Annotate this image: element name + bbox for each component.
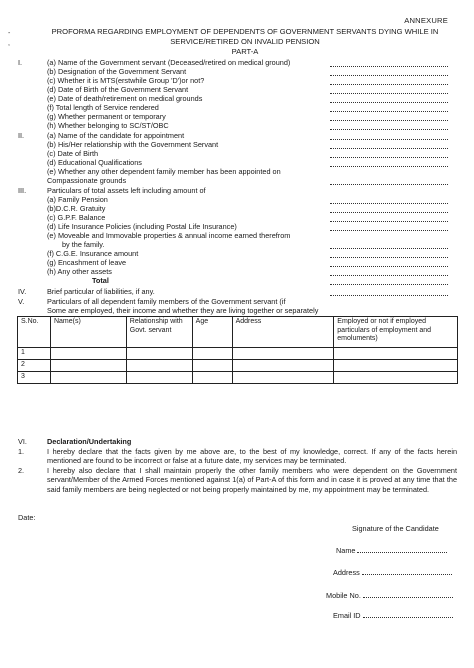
fill-line[interactable] bbox=[330, 139, 448, 140]
cell-relationship[interactable] bbox=[126, 372, 192, 384]
s3-item-c: (c) G.P.F. Balance bbox=[47, 213, 106, 222]
mobile-field[interactable] bbox=[326, 591, 453, 600]
fill-line[interactable] bbox=[330, 66, 448, 67]
s5-line-2: Some are employed, their income and whether they are living together or separately bbox=[47, 306, 319, 315]
section-4-number: IV. bbox=[18, 287, 27, 296]
cell-relationship[interactable] bbox=[126, 348, 192, 360]
cell-name[interactable] bbox=[50, 348, 126, 360]
mobile-line[interactable] bbox=[363, 597, 453, 598]
s2-item-e-cont: Compassionate grounds bbox=[47, 176, 127, 185]
s3-item-a: (a) Family Pension bbox=[47, 195, 108, 204]
section-2-number: II. bbox=[18, 131, 25, 140]
address-line[interactable] bbox=[362, 574, 452, 575]
col-names: Name(s) bbox=[50, 317, 126, 348]
cell-name[interactable] bbox=[50, 372, 126, 384]
title-line-2: SERVICE/RETIRED ON INVALID PENSION bbox=[170, 37, 320, 46]
s3-item-d: (d) Life Insurance Policies (including Postal Life Insurance) bbox=[47, 222, 237, 231]
fill-line[interactable] bbox=[330, 295, 448, 296]
part-label: PART-A bbox=[231, 47, 259, 56]
table-header-row bbox=[18, 317, 458, 348]
section-1-number: I. bbox=[18, 58, 23, 67]
section-6-number: VI. bbox=[18, 437, 27, 446]
declaration-1-text: I hereby declare that the facts given by me above are, to the best of my knowledge, correct. If any of the facts herein mentioned are found to be incorrect or false at a future date, my services may be terminated. bbox=[47, 447, 457, 466]
declaration-heading: Declaration/Undertaking bbox=[47, 437, 132, 446]
cell-employment[interactable] bbox=[334, 360, 458, 372]
cell-age[interactable] bbox=[192, 372, 232, 384]
s1-item-e: (e) Date of death/retirement on medical grounds bbox=[47, 94, 203, 103]
address-field[interactable] bbox=[333, 568, 452, 577]
email-line[interactable] bbox=[363, 617, 453, 618]
table-row bbox=[18, 348, 458, 360]
fill-line[interactable] bbox=[330, 93, 448, 94]
section-5-number: V. bbox=[18, 297, 25, 306]
fill-line[interactable] bbox=[330, 203, 448, 204]
declaration-2-number: 2. bbox=[18, 466, 25, 475]
s3-item-e-cont: by the family. bbox=[62, 240, 105, 249]
s3-total: Total bbox=[92, 276, 109, 285]
col-employment: Employed or not if employed particulars of employment and emoluments) bbox=[334, 317, 458, 348]
fill-line[interactable] bbox=[330, 221, 448, 222]
s5-line-1: Particulars of all dependent family members of the Government servant (if bbox=[47, 297, 286, 306]
s1-item-f: (f) Total length of Service rendered bbox=[47, 103, 159, 112]
cell-employment[interactable] bbox=[334, 372, 458, 384]
s2-item-c: (c) Date of Birth bbox=[47, 149, 99, 158]
fill-line[interactable] bbox=[330, 248, 448, 249]
s1-item-h: (h) Whether belonging to SC/ST/OBC bbox=[47, 121, 169, 130]
cell-sno: 1 bbox=[18, 348, 51, 360]
fill-line[interactable] bbox=[330, 275, 448, 276]
cell-address[interactable] bbox=[232, 360, 334, 372]
table-row bbox=[18, 372, 458, 384]
fill-line[interactable] bbox=[330, 111, 448, 112]
annexure-label: ANNEXURE bbox=[404, 16, 448, 25]
fill-line[interactable] bbox=[330, 84, 448, 85]
signature-label: Signature of the Candidate bbox=[352, 524, 439, 533]
s2-item-a: (a) Name of the candidate for appointment bbox=[47, 131, 185, 140]
scan-mark: - bbox=[8, 30, 11, 37]
s3-item-f: (f) C.G.E. Insurance amount bbox=[47, 249, 139, 258]
col-age: Age bbox=[192, 317, 232, 348]
declaration-2-text: I hereby also declare that I shall maintain properly the other family members who were dependent on the Government servant/Member of the Armed Forces mentioned against 1(a) of Part-A of this form and in case it is proved at any time that the said family members are being neglected or not being properly maintained by me, my appointment may be terminated. bbox=[47, 466, 457, 494]
cell-relationship[interactable] bbox=[126, 360, 192, 372]
fill-line[interactable] bbox=[330, 129, 448, 130]
cell-age[interactable] bbox=[192, 348, 232, 360]
fill-line[interactable] bbox=[330, 120, 448, 121]
cell-sno: 3 bbox=[18, 372, 51, 384]
s1-item-c: (c) Whether it is MTS(erstwhile Group 'D')or not? bbox=[47, 76, 205, 85]
section-3-number: III. bbox=[18, 186, 27, 195]
family-members-table bbox=[17, 316, 458, 384]
cell-employment[interactable] bbox=[334, 348, 458, 360]
s3-item-h: (h) Any other assets bbox=[47, 267, 112, 276]
fill-line[interactable] bbox=[330, 102, 448, 103]
s3-item-g: (g) Encashment of leave bbox=[47, 258, 127, 267]
cell-age[interactable] bbox=[192, 360, 232, 372]
col-address: Address bbox=[232, 317, 334, 348]
s4-text: Brief particular of liabilities, if any. bbox=[47, 287, 155, 296]
s2-item-d: (d) Educational Qualifications bbox=[47, 158, 142, 167]
scan-mark: , bbox=[8, 40, 10, 47]
email-field[interactable] bbox=[333, 611, 453, 620]
fill-line[interactable] bbox=[330, 266, 448, 267]
fill-line[interactable] bbox=[330, 212, 448, 213]
address-label: Address bbox=[333, 568, 360, 577]
cell-name[interactable] bbox=[50, 360, 126, 372]
fill-line[interactable] bbox=[330, 148, 448, 149]
name-label: Name bbox=[336, 546, 356, 555]
fill-line[interactable] bbox=[330, 166, 448, 167]
s1-item-g: (g) Whether permanent or temporary bbox=[47, 112, 166, 121]
email-label: Email ID bbox=[333, 611, 361, 620]
fill-line[interactable] bbox=[330, 184, 448, 185]
mobile-label: Mobile No. bbox=[326, 591, 361, 600]
cell-address[interactable] bbox=[232, 348, 334, 360]
declaration-1-number: 1. bbox=[18, 447, 25, 456]
name-field[interactable] bbox=[336, 546, 447, 555]
name-line[interactable] bbox=[357, 552, 447, 553]
cell-sno: 2 bbox=[18, 360, 51, 372]
fill-line[interactable] bbox=[330, 284, 448, 285]
fill-line[interactable] bbox=[330, 75, 448, 76]
s3-item-b: (b)D.C.R. Gratuity bbox=[47, 204, 106, 213]
s1-item-d: (d) Date of Birth of the Government Servant bbox=[47, 85, 189, 94]
col-sno: S.No. bbox=[18, 317, 51, 348]
s2-item-e: (e) Whether any other dependent family member has been appointed on bbox=[47, 167, 281, 176]
s3-item-e: (e) Moveable and Immovable properties & annual income earned therefrom bbox=[47, 231, 291, 240]
fill-line[interactable] bbox=[330, 157, 448, 158]
cell-address[interactable] bbox=[232, 372, 334, 384]
col-relationship: Relationship with Govt. servant bbox=[126, 317, 192, 348]
s1-item-b: (b) Designation of the Government Servant bbox=[47, 67, 187, 76]
s2-item-b: (b) His/Her relationship with the Government Servant bbox=[47, 140, 219, 149]
fill-line[interactable] bbox=[330, 230, 448, 231]
title-line-1: PROFORMA REGARDING EMPLOYMENT OF DEPENDENTS OF GOVERNMENT SERVANTS DYING WHILE IN bbox=[51, 27, 439, 36]
s3-intro: Particulars of total assets left including amount of bbox=[47, 186, 206, 195]
date-label: Date: bbox=[18, 513, 36, 522]
s1-item-a: (a) Name of the Government servant (Deceased/retired on medical ground) bbox=[47, 58, 291, 67]
table-row bbox=[18, 360, 458, 372]
fill-line[interactable] bbox=[330, 257, 448, 258]
